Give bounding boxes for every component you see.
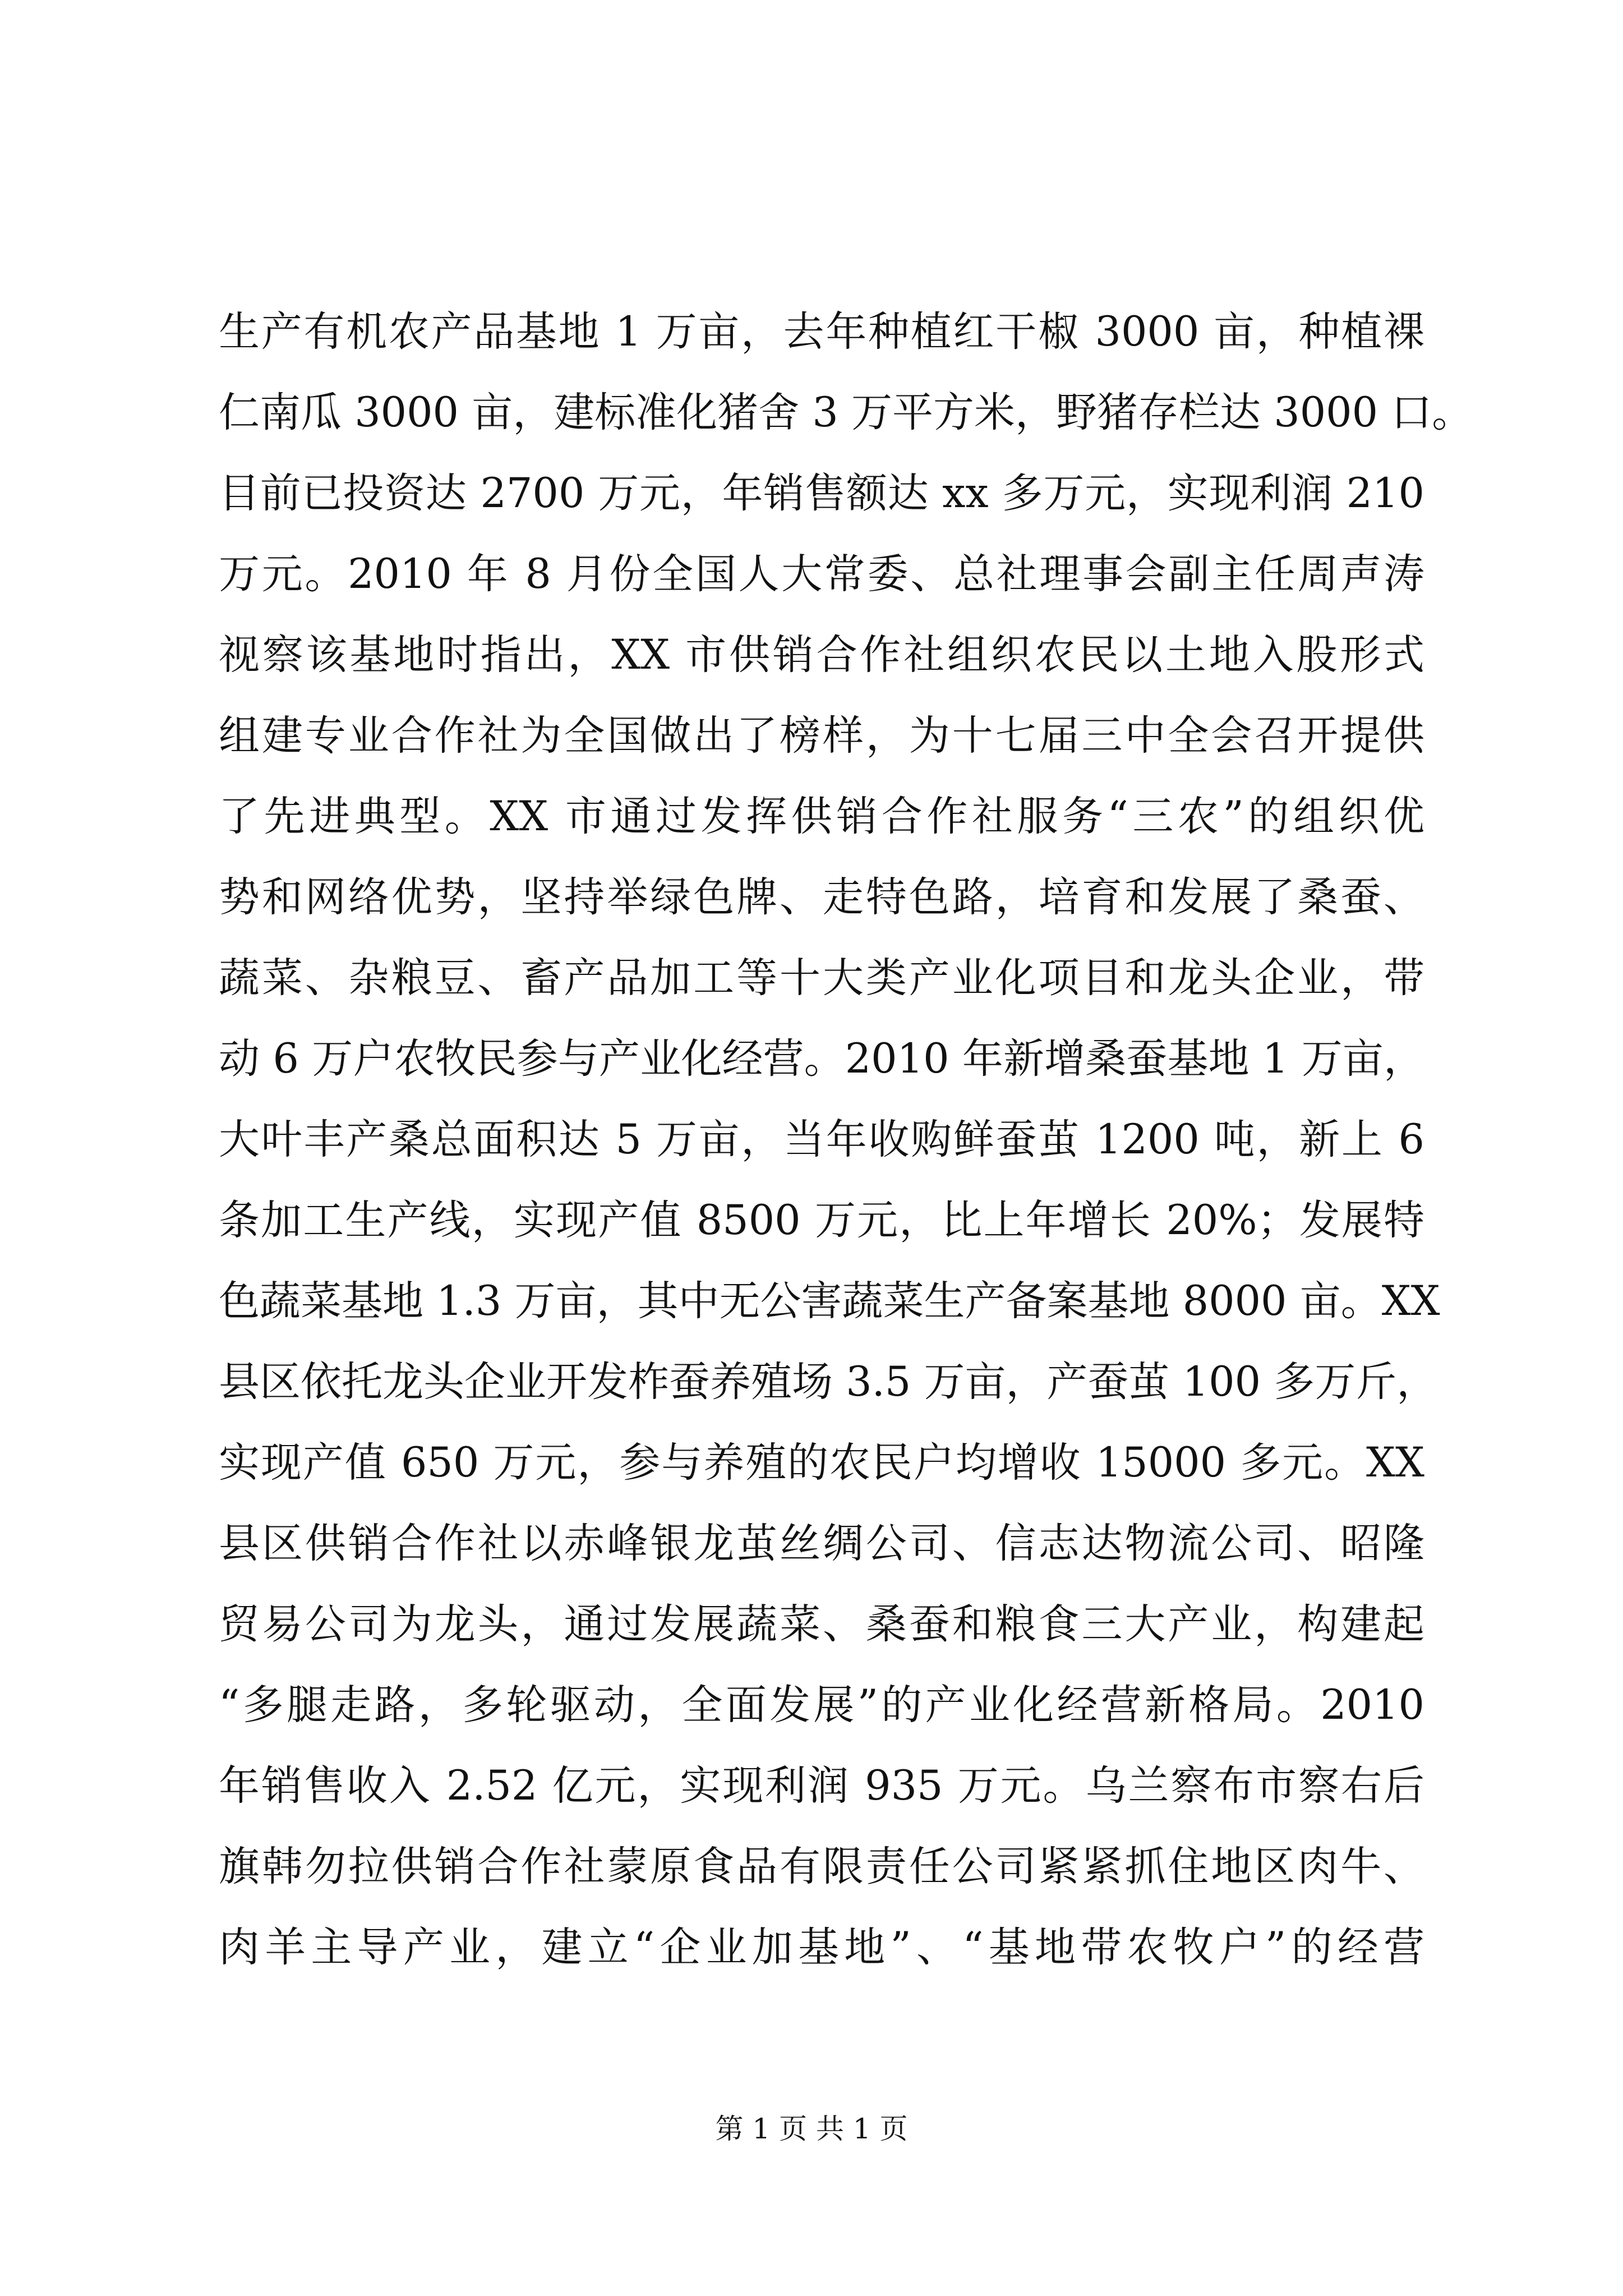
page-footer xyxy=(0,2109,1623,2148)
page-number-label: 第 1 页 共 1 页 xyxy=(715,2113,908,2145)
text-line: 实现产值 650 万元，参与养殖的农民户均增收 15000 多元。XX xyxy=(219,1439,1424,1487)
text-line: 年销售收入 2.52 亿元，实现利润 935 万元。乌兰察布市察右后 xyxy=(219,1762,1424,1810)
text-line: 旗韩勿拉供销合作社蒙原食品有限责任公司紧紧抓住地区肉牛、 xyxy=(219,1843,1424,1890)
text-line: 条加工生产线，实现产值 8500 万元，比上年增长 20%；发展特 xyxy=(219,1197,1424,1244)
text-line: 视察该基地时指出，XX 市供销合作社组织农民以土地入股形式 xyxy=(219,631,1424,679)
text-line: 县区依托龙头企业开发柞蚕养殖场 3.5 万亩，产蚕茧 100 多万斤， xyxy=(219,1358,1438,1406)
text-line: 仁南瓜 3000 亩，建标准化猪舍 3 万平方米，野猪存栏达 3000 口。 xyxy=(219,389,1473,436)
text-line: 万元。2010 年 8 月份全国人大常委、总社理事会副主任周声涛 xyxy=(219,550,1424,598)
text-line: 色蔬菜基地 1.3 万亩，其中无公害蔬菜生产备案基地 8000 亩。XX xyxy=(219,1277,1440,1325)
text-line: 生产有机农产品基地 1 万亩，去年种植红干椒 3000 亩，种植裸 xyxy=(219,308,1424,356)
body-paragraph xyxy=(219,292,1473,1988)
text-line: 贸易公司为龙头，通过发展蔬菜、桑蚕和粮食三大产业，构建起 xyxy=(219,1600,1424,1648)
text-line: 动 6 万户农牧民参与产业化经营。2010 年新增桑蚕基地 1 万亩， xyxy=(219,1035,1424,1083)
text-line: 县区供销合作社以赤峰银龙茧丝绸公司、信志达物流公司、昭隆 xyxy=(219,1520,1424,1567)
text-line: 组建专业合作社为全国做出了榜样，为十七届三中全会召开提供 xyxy=(219,712,1424,760)
text-line: 势和网络优势，坚持举绿色牌、走特色路，培育和发展了桑蚕、 xyxy=(219,873,1424,921)
text-line: 肉羊主导产业，建立“企业加基地”、“基地带农牧户”的经营 xyxy=(219,1924,1424,1971)
text-line: 蔬菜、杂粮豆、畜产品加工等十大类产业化项目和龙头企业，带 xyxy=(219,954,1424,1002)
text-line: 目前已投资达 2700 万元，年销售额达 xx 多万元，实现利润 210 xyxy=(219,470,1424,517)
text-line: 大叶丰产桑总面积达 5 万亩，当年收购鲜蚕茧 1200 吨，新上 6 xyxy=(219,1116,1424,1163)
text-line: “多腿走路，多轮驱动，全面发展”的产业化经营新格局。2010 xyxy=(219,1681,1424,1729)
text-line: 了先进典型。XX 市通过发挥供销合作社服务“三农”的组织优 xyxy=(219,793,1424,840)
